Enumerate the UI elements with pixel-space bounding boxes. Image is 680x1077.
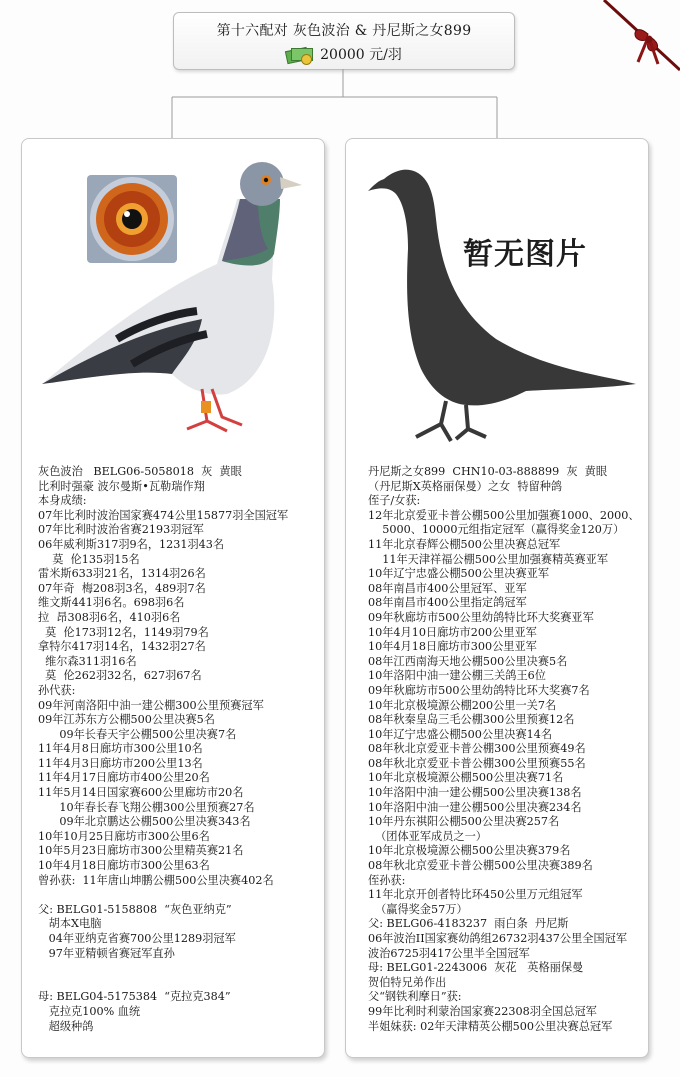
pedigree-line: 本身成绩:	[38, 494, 87, 508]
pedigree-line: 11年5月14日国家赛600公里廊坊市20名	[38, 786, 244, 800]
pedigree-line: 侄子/女获:	[368, 494, 421, 508]
pedigree-line: （赢得奖金57万）	[368, 902, 468, 916]
pedigree-line: 08年秋北京爱亚卡普公棚300公里预赛49名	[368, 742, 586, 756]
pairing-title: 第十六配对 灰色波治 & 丹尼斯之女899	[216, 23, 472, 39]
pedigree-line: 99年比利时利蒙治国家赛22308羽全国总冠军	[368, 1004, 597, 1018]
tree-connector	[0, 0, 680, 140]
sire-pedigree-text	[38, 465, 322, 1034]
pedigree-line: 半姐妹获: 02年天津精英公棚500公里决赛总冠军	[368, 1019, 613, 1033]
pedigree-line: 07年比利时波治国家赛474公里15877羽全国冠军	[38, 508, 289, 522]
pedigree-line: 父: BELG06-4183237 雨白条 丹尼斯	[368, 917, 569, 931]
pedigree-line: 11年北京开创者特比环450公里万元组冠军	[368, 888, 583, 902]
pedigree-line: （团体亚军成员之一）	[368, 829, 487, 843]
eye-closeup	[87, 175, 177, 263]
pedigree-line: 09年秋廊坊市500公里幼鸽特比环大奖赛7名	[368, 683, 590, 697]
pedigree-line: 06年威利斯317羽9名，1231羽43名	[38, 537, 225, 551]
pedigree-line: 06年波治II国家赛幼鸽组26732羽437公里全国冠军	[368, 932, 628, 945]
pedigree-line: 08年秋北京爱亚卡普公棚500公里决赛389名	[368, 859, 593, 873]
pedigree-line: 10年10月25日廊坊市300公里6名	[38, 829, 210, 843]
pedigree-line: 07年奇 梅208羽3名，489羽7名	[38, 581, 206, 595]
pedigree-line: 母: BELG01-2243006 灰花 英格丽保曼	[368, 961, 584, 975]
sire-card	[21, 138, 325, 1058]
pedigree-line: 10年4月18日廊坊市300公里63名	[38, 859, 210, 873]
pedigree-line: 拉 昂308羽6名，410羽6名	[38, 610, 181, 624]
pedigree-line: 胡本X电脑	[38, 917, 102, 931]
pedigree-line: 10年辽宁忠盛公棚500公里决赛亚军	[368, 567, 550, 581]
pedigree-line: 09年长春天宇公棚500公里决赛7名	[38, 727, 237, 741]
pedigree-line: 11年4月8日廊坊市300公里10名	[38, 742, 203, 756]
pedigree-line: 07年比利时波治省赛2193羽冠军	[38, 523, 204, 537]
pedigree-line	[38, 976, 322, 991]
pedigree-line: 5000、10000元组指定冠军（赢得奖金120万）	[368, 523, 625, 537]
pedigree-line: 08年秋北京爱亚卡普公棚300公里预赛55名	[368, 756, 586, 770]
pedigree-line: 10年丹东祺阳公棚500公里决赛257名	[368, 815, 560, 829]
pedigree-line: 维尔森311羽16名	[38, 654, 137, 668]
pedigree-line: 比利时强豪 波尔曼斯•瓦勒瑞作翔	[38, 479, 205, 493]
pedigree-line: 10年洛阳中油一建公棚三关鸽王6位	[368, 669, 546, 683]
pedigree-line	[38, 888, 322, 903]
pedigree-line: 11年4月3日廊坊市200公里13名	[38, 756, 203, 770]
pedigree-line: 09年江苏东方公棚500公里决赛5名	[38, 713, 215, 727]
pedigree-line: 超级种鸽	[38, 1019, 94, 1033]
pedigree-line: 拿特尔417羽14名，1432羽27名	[38, 640, 206, 654]
pedigree-line: 08年南昌市400公里冠军、亚军	[368, 581, 527, 595]
pedigree-line: 10年辽宁忠盛公棚500公里决赛14名	[368, 727, 553, 741]
pedigree-line: 97年亚精顿省赛冠军直孙	[38, 946, 175, 960]
pedigree-line: 莫 伦173羽12名，1149羽79名	[38, 625, 209, 639]
dam-card	[345, 138, 649, 1058]
pedigree-line: 10年洛阳中油一建公棚500公里决赛234名	[368, 800, 582, 814]
pedigree-line: 侄孙获:	[368, 873, 406, 887]
pedigree-line: 04年亚纳克省赛700公里1289羽冠军	[38, 932, 236, 945]
pedigree-line	[38, 961, 322, 976]
no-photo-label: 暂无图片	[463, 237, 587, 272]
pedigree-line: 灰色波治 BELG06-5058018 灰 黄眼	[38, 465, 242, 478]
price-label: 20000 元/羽	[320, 47, 402, 63]
pedigree-line: 08年南昌市400公里指定鸽冠军	[368, 596, 527, 610]
pedigree-line: 09年北京鹏达公棚500公里决赛343名	[38, 815, 251, 829]
pigeon-silhouette	[346, 139, 648, 449]
pedigree-line: 10年5月23日廊坊市300公里精英赛21名	[38, 844, 244, 858]
pedigree-line: 贺伯特兄弟作出	[368, 975, 447, 989]
pedigree-line: 克拉克100% 血统	[38, 1004, 141, 1018]
pedigree-line: 09年秋廊坊市500公里幼鸽特比环大奖赛亚军	[368, 610, 594, 624]
pedigree-line: 10年北京极境源公棚500公里决赛379名	[368, 844, 571, 858]
pedigree-line: 莫 伦262羽32名，627羽67名	[38, 669, 202, 683]
pedigree-line: 08年秋秦皇岛三毛公棚300公里预赛12名	[368, 713, 575, 727]
pedigree-line: 莫 伦135羽15名	[38, 552, 140, 566]
pedigree-line: 维文斯441羽6名。698羽6名	[38, 596, 185, 610]
pedigree-line: 09年河南洛阳中油一建公棚300公里预赛冠军	[38, 698, 264, 712]
pedigree-line: 11年天津祥福公棚500公里加强赛精英赛亚军	[368, 552, 609, 566]
pedigree-line: 曾孙获: 11年唐山坤鹏公棚500公里决赛402名	[38, 873, 274, 887]
pedigree-line: 08年江西南海天地公棚500公里决赛5名	[368, 654, 568, 668]
pedigree-line: 孙代获:	[38, 683, 76, 697]
pedigree-line: 10年春长春飞翔公棚300公里预赛27名	[38, 800, 255, 814]
pedigree-line: 10年北京极境源公棚200公里一关7名	[368, 698, 557, 712]
pedigree-line: 12年北京爱亚卡普公棚500公里加强赛1000、2000、	[368, 508, 640, 522]
pedigree-line: 丹尼斯之女899 CHN10-03-888899 灰 黄眼	[368, 465, 608, 478]
pedigree-line: 母: BELG04-5175384 “克拉克384”	[38, 990, 231, 1004]
pedigree-line: 父“钢铁利摩日”获:	[368, 990, 462, 1004]
dam-pedigree-text	[368, 465, 649, 1034]
pedigree-line: 10年4月10日廊坊市200公里亚军	[368, 625, 537, 639]
pedigree-line: 雷米斯633羽21名，1314羽26名	[38, 567, 206, 581]
pedigree-line: 10年洛阳中油一建公棚500公里决赛138名	[368, 786, 582, 800]
pedigree-line: 11年4月17日廊坊市400公里20名	[38, 771, 210, 785]
pedigree-line: 10年北京极境源公棚500公里决赛71名	[368, 771, 564, 785]
pedigree-line: 10年4月18日廊坊市300公里亚军	[368, 640, 537, 654]
pedigree-line: 11年北京春辉公棚500公里决赛总冠军	[368, 537, 561, 551]
pigeon-photo	[22, 139, 324, 449]
pedigree-line: 波治6725羽417公里半全国冠军	[368, 946, 530, 960]
pedigree-line: 父: BELG01-5158808 “灰色亚纳克”	[38, 902, 232, 916]
pedigree-line: （丹尼斯X英格丽保曼）之女 特留种鸽	[368, 479, 563, 493]
